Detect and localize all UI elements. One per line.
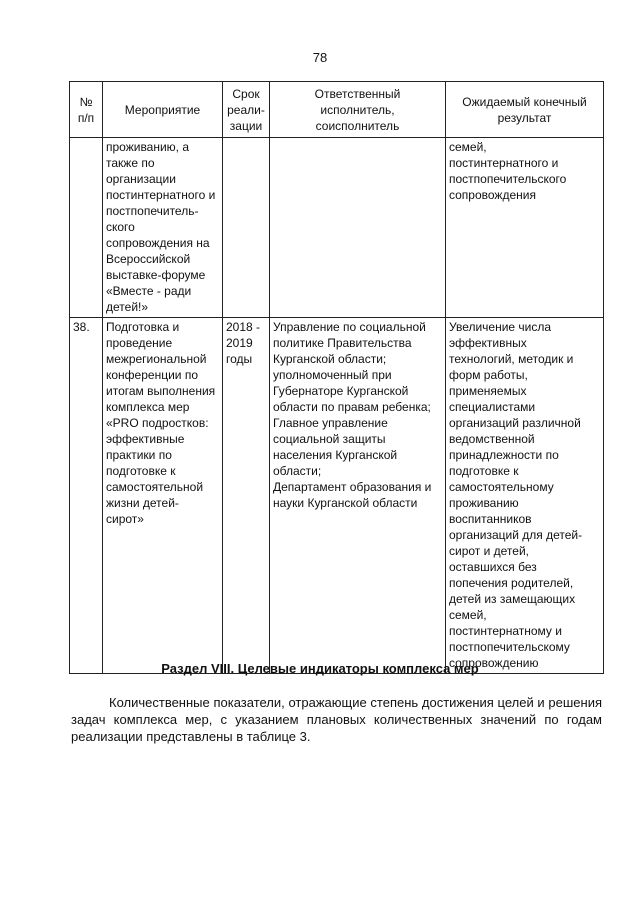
header-num: № п/п xyxy=(70,82,103,138)
row-responsible: Управление по социальной политике Правительства Курганской области; уполномоченный при Губернаторе Курганской области по правам ребенка; Главное управление социальной защиты населения Курганской области; Департамент образования и науки Курганской области xyxy=(270,318,446,674)
section-heading: Раздел VIII. Целевые индикаторы комплекса мер xyxy=(161,661,479,676)
table-row xyxy=(70,318,604,674)
page-number: 78 xyxy=(312,50,328,65)
measures-table xyxy=(69,81,604,674)
row-responsible xyxy=(270,138,446,318)
row-result: Увеличение числа эффективных технологий, методик и форм работы, применяемых специалистами организаций различной ведомственной принадлежности по подготовке к самостоятельному проживанию воспитанников организаций для детей- сирот и детей, оставшихся без попечения родителей, детей из замещающих семей, постинтернатному и постпопечительскому сопровождению xyxy=(446,318,604,674)
header-result: Ожидаемый конечный результат xyxy=(446,82,604,138)
row-event: проживанию, а также по организации постинтернатного и постпопечитель- ского сопровождения на Всероссийской выставке-форуме «Вместе - ради детей!» xyxy=(103,138,223,318)
section-paragraph: Количественные показатели, отражающие степень достижения целей и решения задач комплекса мер, с указанием плановых количественных значений по годам реализации представлены в таблице 3. xyxy=(71,695,602,744)
row-num: 38. xyxy=(70,318,103,674)
header-event: Мероприятие xyxy=(103,82,223,138)
row-result: семей, постинтернатного и постпопечительского сопровождения xyxy=(446,138,604,318)
header-responsible: Ответственный исполнитель, соисполнитель xyxy=(270,82,446,138)
row-term xyxy=(223,138,270,318)
table-header-row xyxy=(70,82,604,138)
header-term: Срок реали- зации xyxy=(223,82,270,138)
row-event: Подготовка и проведение межрегиональной конференции по итогам выполнения комплекса мер «PRO подростков: эффективные практики по подготовке к самостоятельной жизни детей- сирот» xyxy=(103,318,223,674)
row-num xyxy=(70,138,103,318)
table-row xyxy=(70,138,604,318)
row-term: 2018 - 2019 годы xyxy=(223,318,270,674)
